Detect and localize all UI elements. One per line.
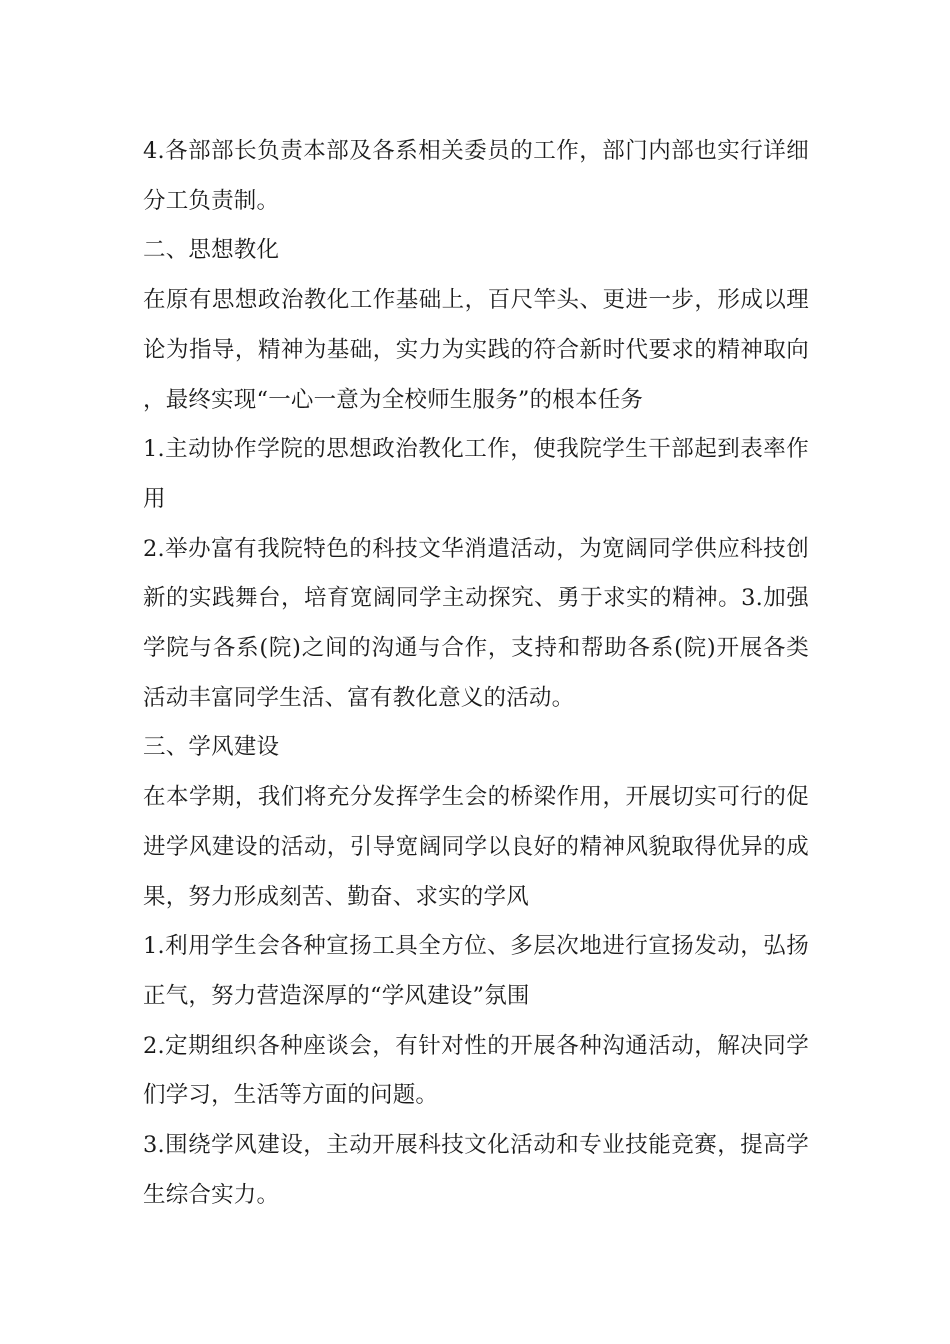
paragraph-ideological-item-1: 1.主动协作学院的思想政治教化工作，使我院学生干部起到表率作用 xyxy=(143,436,809,512)
paragraph-dept-responsibility: 4.各部部长负责本部及各系相关委员的工作，部门内部也实行详细分工负责制。 xyxy=(143,138,809,214)
heading-study-style: 三、学风建设 xyxy=(143,734,280,761)
heading-ideological-education: 二、思想教化 xyxy=(143,237,280,264)
paragraph-study-style-item-1: 1.利用学生会各种宣扬工具全方位、多层次地进行宣扬发动，弘扬正气，努力营造深厚的“学风建设”氛围 xyxy=(143,933,809,1009)
paragraph-ideological-intro: 在原有思想政治教化工作基础上，百尺竿头、更进一步，形成以理论为指导，精神为基础，实力为实践的符合新时代要求的精神取向，最终实现“一心一意为全校师生服务”的根本任务 xyxy=(143,287,809,413)
paragraph-study-style-item-3: 3.围绕学风建设，主动开展科技文化活动和专业技能竞赛，提高学生综合实力。 xyxy=(143,1132,809,1208)
paragraph-study-style-item-2: 2.定期组织各种座谈会，有针对性的开展各种沟通活动，解决同学们学习，生活等方面的问题。 xyxy=(143,1032,809,1109)
paragraph-study-style-intro: 在本学期，我们将充分发挥学生会的桥梁作用，开展切实可行的促进学风建设的活动，引导宽阔同学以良好的精神风貌取得优异的成果，努力形成刻苦、勤奋、求实的学风 xyxy=(143,784,809,910)
document-body xyxy=(143,127,809,1220)
paragraph-ideological-item-2-3: 2.举办富有我院特色的科技文华消遣活动，为宽阔同学供应科技创新的实践舞台，培育宽阔同学主动探究、勇于求实的精神。3.加强学院与各系(院)之间的沟通与合作，支持和帮助各系(院)开展各类活动丰富同学生活、富有教化意义的活动。 xyxy=(143,535,809,711)
